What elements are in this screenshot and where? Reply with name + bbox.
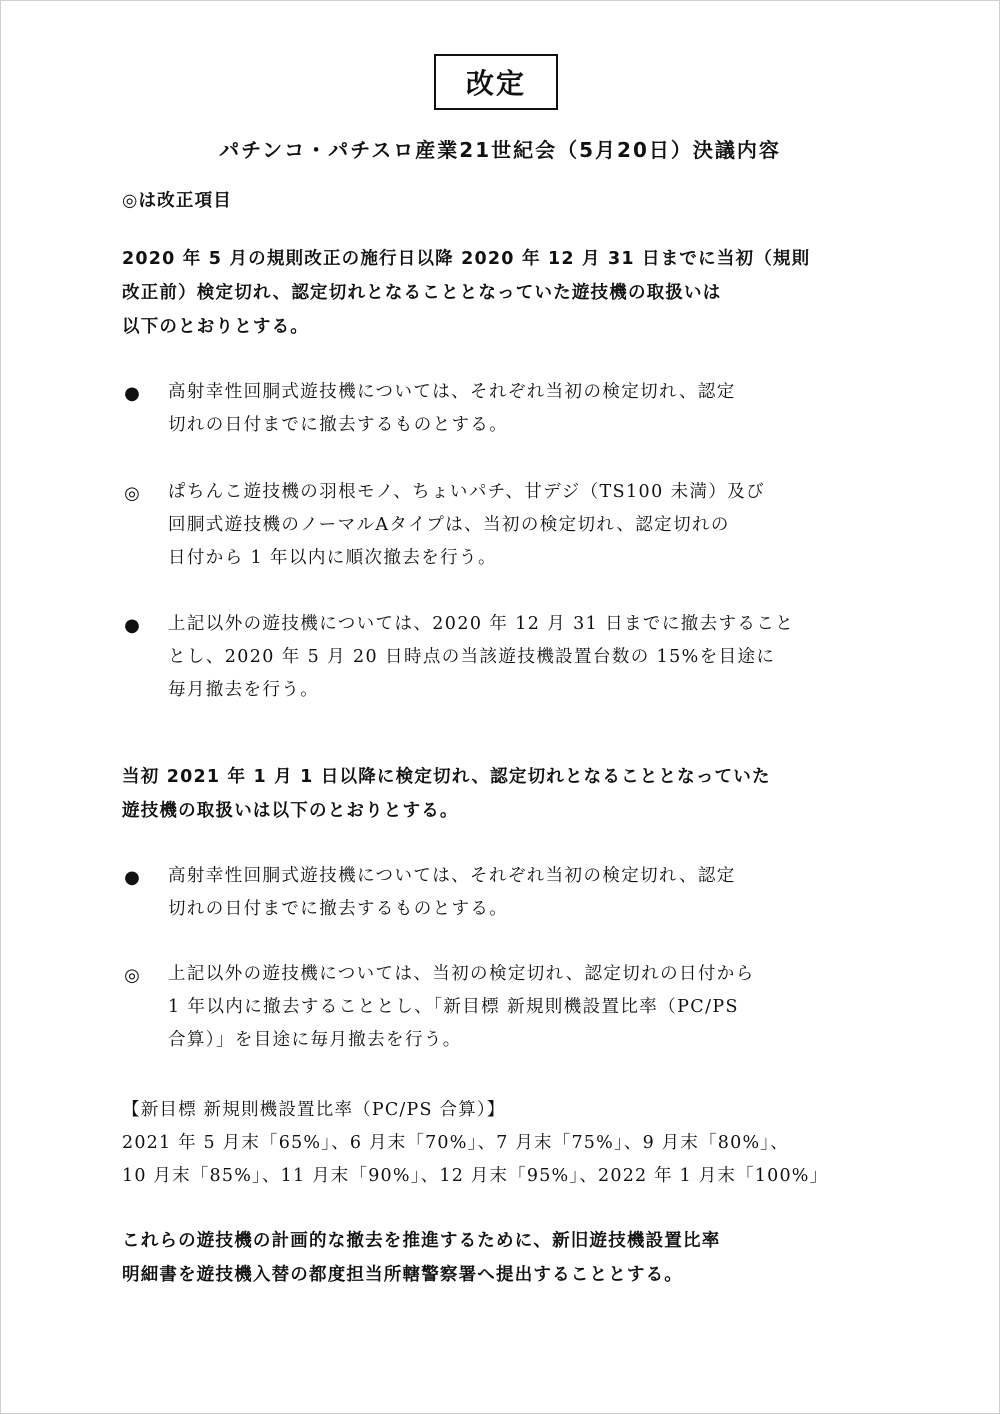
bullet-marker: ● xyxy=(124,382,140,404)
list-item-line: 回胴式遊技機のノーマルAタイプは、当初の検定切れ、認定切れの xyxy=(168,515,730,535)
list-item-line: 切れの日付までに撤去するものとする。 xyxy=(168,415,509,435)
closing-line: 明細書を遊技機入替の都度担当所轄警察署へ提出することとする。 xyxy=(122,1265,683,1285)
section2-item-1 xyxy=(168,860,736,926)
revised-marker: ◎ xyxy=(124,964,140,986)
target-heading: 【新目標 新規則機設置比率（PC/PS 合算）】 xyxy=(122,1100,506,1120)
list-item-line: 高射幸性回胴式遊技機については、それぞれ当初の検定切れ、認定 xyxy=(168,382,736,402)
bullet-marker: ● xyxy=(124,866,140,888)
section1-intro-line: 改正前）検定切れ、認定切れとなることとなっていた遊技機の取扱いは xyxy=(122,283,722,303)
section2-intro xyxy=(122,760,771,828)
target-line: 10 月末「85%」、11 月末「90%」、12 月末「95%」、2022 年 1 月末「100%」 xyxy=(122,1166,829,1186)
bullet-marker: ● xyxy=(124,614,140,636)
section2-intro-line: 当初 2021 年 1 月 1 日以降に検定切れ、認定切れとなることとなっていた xyxy=(122,767,771,787)
revision-stamp: 改定 xyxy=(434,54,558,110)
closing-paragraph xyxy=(122,1224,720,1292)
list-item-line: 日付から 1 年以内に順次撤去を行う。 xyxy=(168,548,497,568)
section1-item-1 xyxy=(168,376,736,442)
section1-intro-line: 2020 年 5 月の規則改正の施行日以降 2020 年 12 月 31 日までに当初（規則 xyxy=(122,249,811,269)
section1-item-2 xyxy=(168,476,765,575)
section1-intro xyxy=(122,242,810,344)
target-line: 2021 年 5 月末「65%」、6 月末「70%」、7 月末「75%」、9 月末「80%」、 xyxy=(122,1133,789,1153)
section1-intro-line: 以下のとおりとする。 xyxy=(122,317,309,337)
revision-note: ◎は改正項目 xyxy=(122,191,232,211)
section2-item-2 xyxy=(168,958,755,1057)
target-schedule xyxy=(122,1094,828,1193)
list-item-line: 1 年以内に撤去することとし、「新目標 新規則機設置比率（PC/PS xyxy=(168,997,739,1017)
list-item-line: 上記以外の遊技機については、当初の検定切れ、認定切れの日付から xyxy=(168,964,755,984)
section2-intro-line: 遊技機の取扱いは以下のとおりとする。 xyxy=(122,801,459,821)
list-item-line: ぱちんこ遊技機の羽根モノ、ちょいパチ、甘デジ（TS100 未満）及び xyxy=(168,482,766,502)
revised-marker: ◎ xyxy=(124,482,140,504)
section1-item-3 xyxy=(168,608,794,707)
list-item-line: 毎月撤去を行う。 xyxy=(168,680,320,700)
list-item-line: 切れの日付までに撤去するものとする。 xyxy=(168,899,509,919)
list-item-line: 上記以外の遊技機については、2020 年 12 月 31 日までに撤去すること xyxy=(168,614,795,634)
list-item-line: 合算）」を目途に毎月撤去を行う。 xyxy=(168,1030,462,1050)
closing-line: これらの遊技機の計画的な撤去を推進するために、新旧遊技機設置比率 xyxy=(122,1231,721,1251)
list-item-line: とし、2020 年 5 月 20 日時点の当該遊技機設置台数の 15%を目途に xyxy=(168,647,776,667)
list-item-line: 高射幸性回胴式遊技機については、それぞれ当初の検定切れ、認定 xyxy=(168,866,736,886)
document-title: パチンコ・パチスロ産業21世紀会（5月20日）決議内容 xyxy=(219,138,781,162)
